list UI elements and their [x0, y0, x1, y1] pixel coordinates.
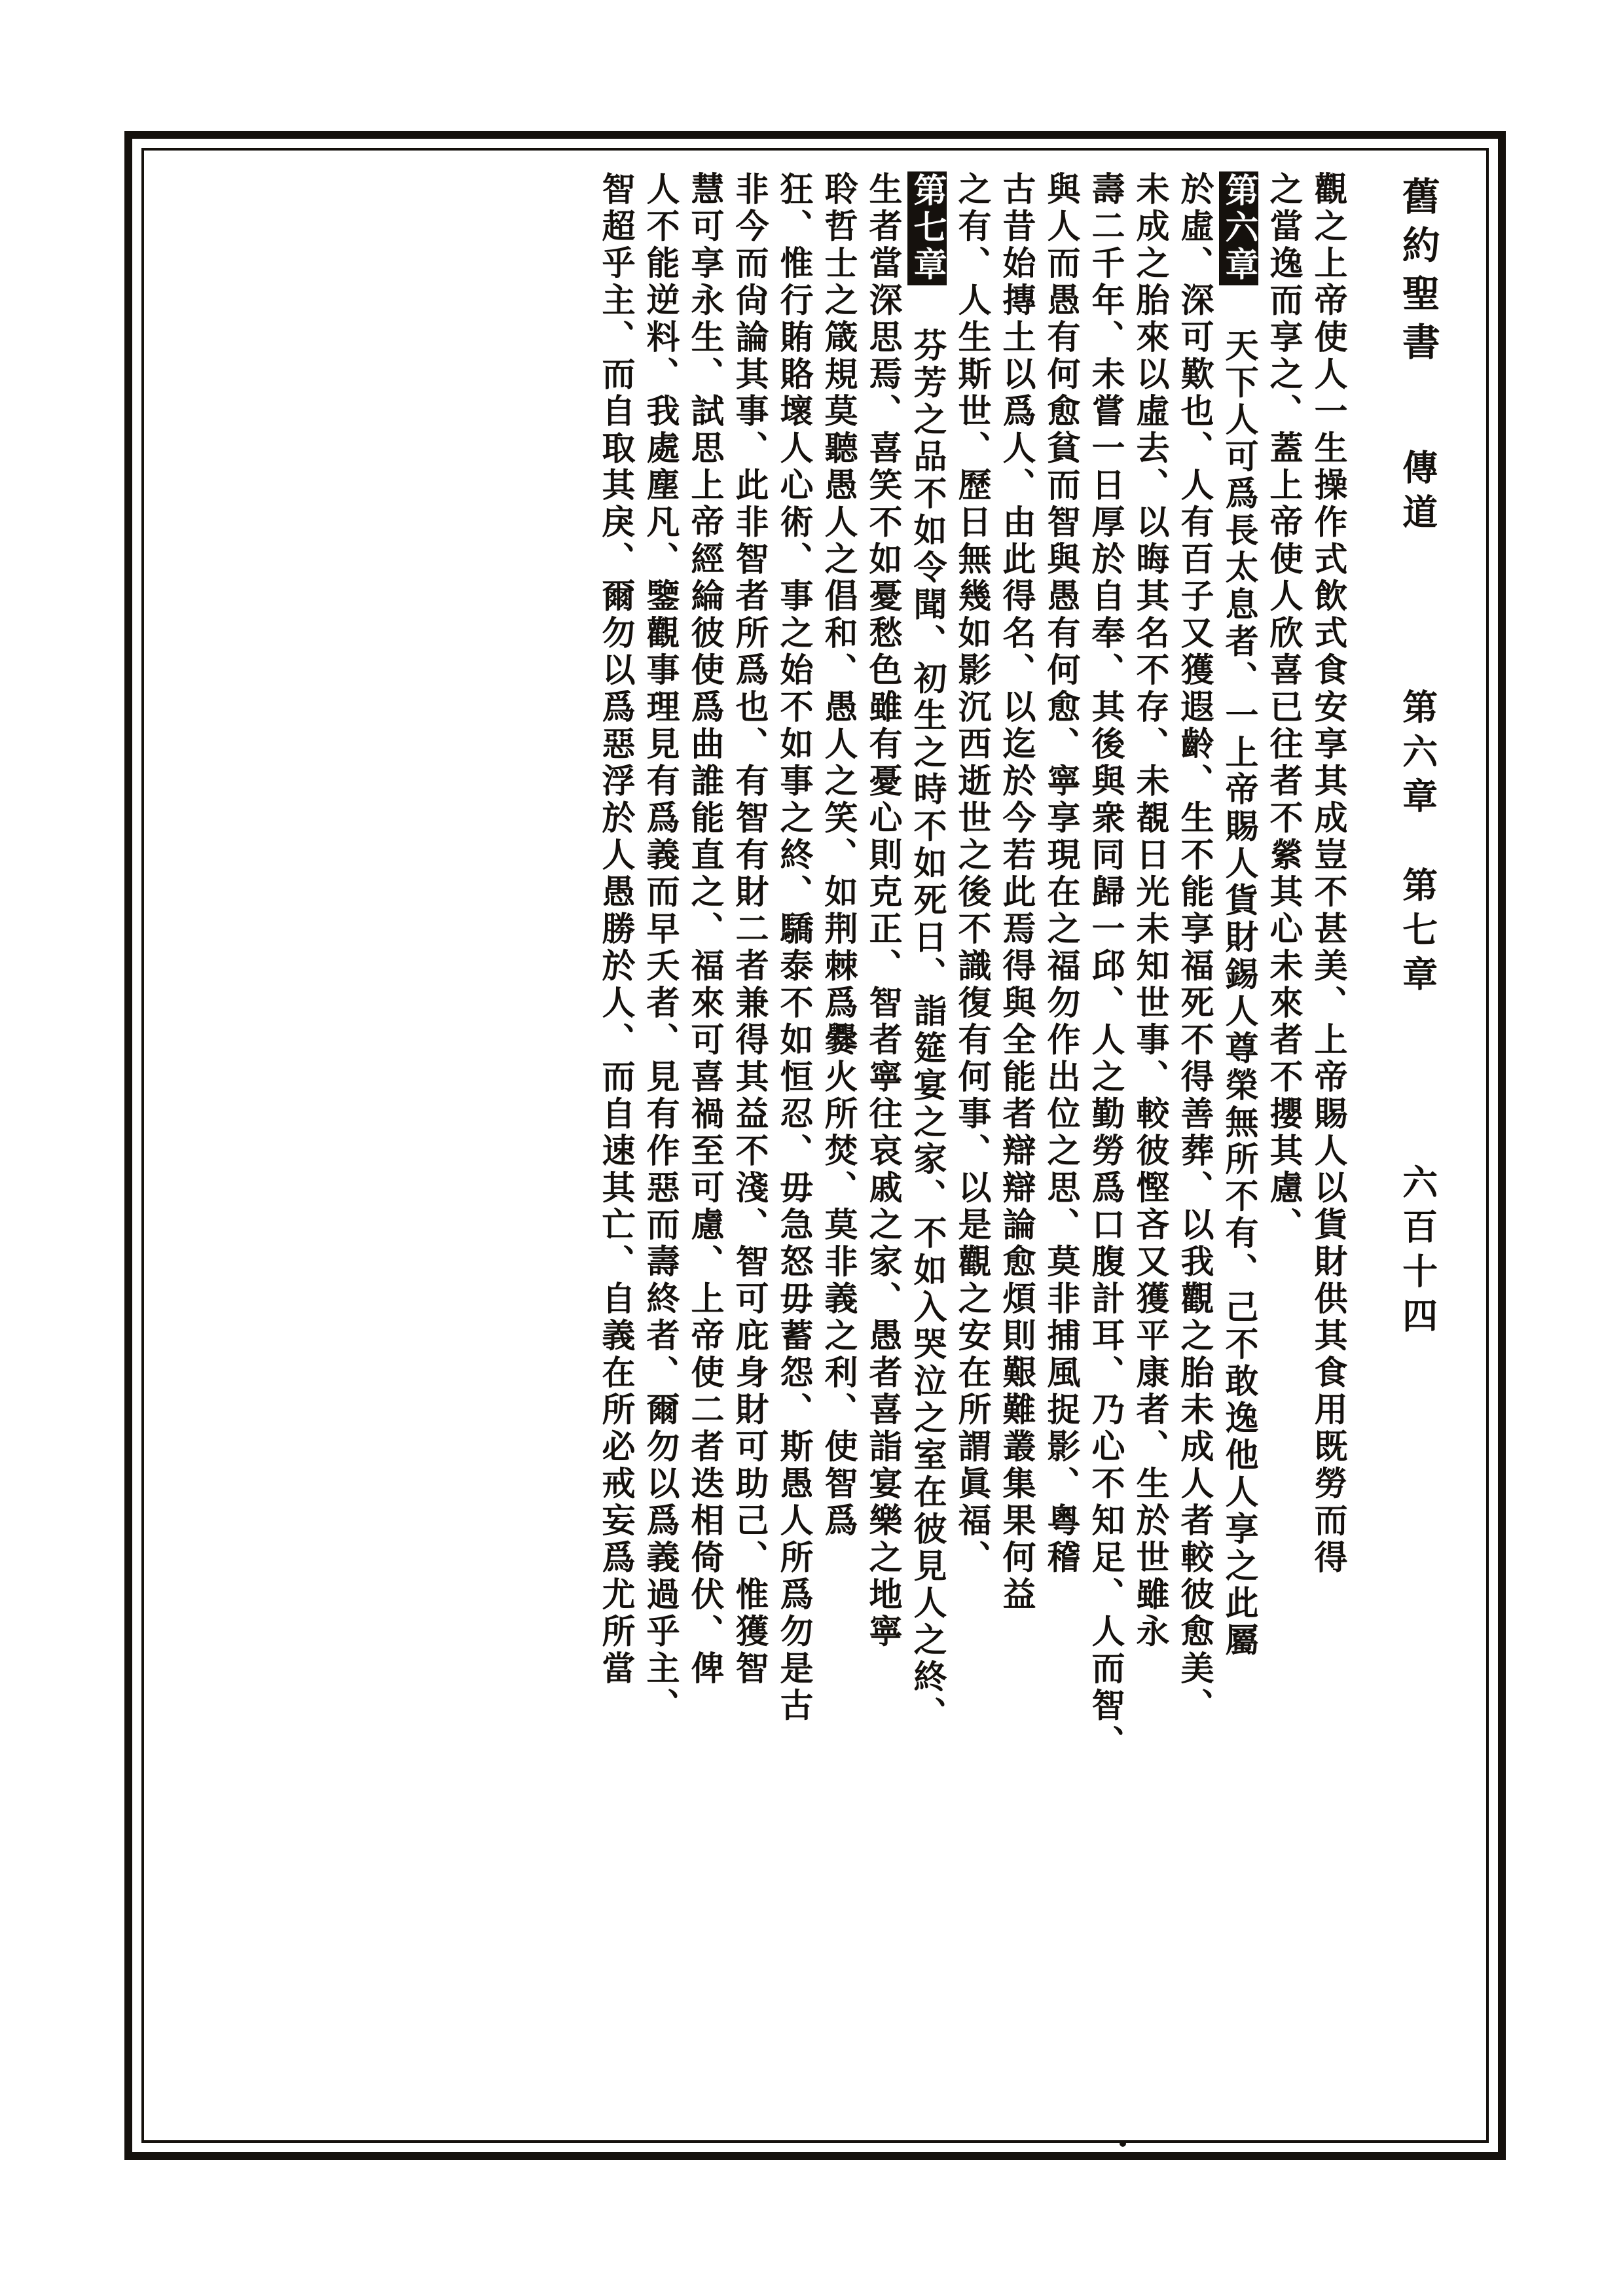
text-column: 慧可享永生、試思上帝經綸彼使爲曲誰能直之、福來可喜禍至可慮、上帝使二者迭相倚伏、俾 [685, 171, 724, 1688]
text-column: 聆哲士之箴規莫聽愚人之倡和、愚人之笑、如荆棘爲爨火所焚、莫非義之利、使智爲 [818, 171, 858, 1540]
section-title: 傳道 [1396, 449, 1439, 538]
text-column: 古昔始摶土以爲人、由此得名、以迄於今若此焉得與全能者辯辯論愈煩則艱難叢集果何益 [996, 171, 1036, 1614]
page-tick-mark [1120, 2140, 1126, 2147]
text-column: 觀之上帝使人一生操作式飲式食安享其成豈不甚美、上帝賜人以貨財供其食用既勞而得 [1308, 171, 1347, 1577]
text-column: 未成之胎來以虛去、以晦其名不存、未覩日光未知世事、較彼慳吝又獲平康者、生於世雖永 [1130, 171, 1169, 1651]
page-number: 六百十四 [1396, 1164, 1439, 1342]
text-column: 之當逸而享之、蓋上帝使人欣喜已往者不縈其心未來者不攖其慮、 [1264, 171, 1303, 1244]
text-column: 第七章 芬芳之品不如令聞、初生之時不如死日、詣筵宴之家、不如入哭泣之室在彼見人之終、 [907, 173, 947, 1733]
text-column: 狂、惟行賄賂壞人心術、事之始不如事之終、驕泰不如恒忍、毋急怒毋蓄怨、斯愚人所爲勿是古 [774, 171, 813, 1725]
text-column: 於虛、深可歎也、人有百子又獲遐齡、生不能享福死不得善葬、以我觀之胎未成人者較彼愈美、 [1175, 171, 1214, 1725]
book-title: 舊約聖書 [1395, 177, 1440, 370]
chapter-marker: 第六章 [1219, 173, 1258, 284]
text-column: 非今而尙論其事、此非智者所爲也、有智有財二者兼得其益不淺、智可庇身財可助己、惟獲智 [729, 171, 769, 1688]
text-column: 生者當深思焉、喜笑不如憂愁色雖有憂心則克正、智者寧往哀戚之家、愚者喜詣宴樂之地寧 [863, 171, 902, 1651]
scanned-page [124, 131, 1506, 2160]
text-column: 人不能逆料、我處塵凡、鑒觀事理見有爲義而早夭者、見有作惡而壽終者、爾勿以爲義過乎主、 [640, 171, 680, 1725]
chapter-marker: 第七章 [907, 173, 947, 284]
text-column: 第六章 天下人可爲長太息者、一上帝賜人貨財錫人尊榮無所不有、己不敢逸他人享之此屬 [1219, 173, 1258, 1659]
text-column: 與人而愚有何愈貧而智與愚有何愈、寧享現在之福勿作出位之思、莫非捕風捉影、粵稽 [1041, 171, 1080, 1577]
page-header [1368, 170, 1467, 2101]
text-column: 壽二千年、未嘗一日厚於自奉、其後與衆同歸一邱、人之勤勞爲口腹計耳、乃心不知足、人而智、 [1085, 171, 1125, 1762]
chapter-heading: 第六章 第七章 [1396, 689, 1439, 1000]
body-text-columns [165, 171, 1349, 2119]
text-column: 智超乎主、而自取其戾、爾勿以爲惡浮於人愚勝於人、而自速其亡、自義在所必戒妄爲尤所當 [596, 171, 635, 1688]
text-column: 之有、人生斯世、歷日無幾如影沉西逝世之後不識復有何事、以是觀之安在所謂眞福、 [952, 171, 991, 1577]
